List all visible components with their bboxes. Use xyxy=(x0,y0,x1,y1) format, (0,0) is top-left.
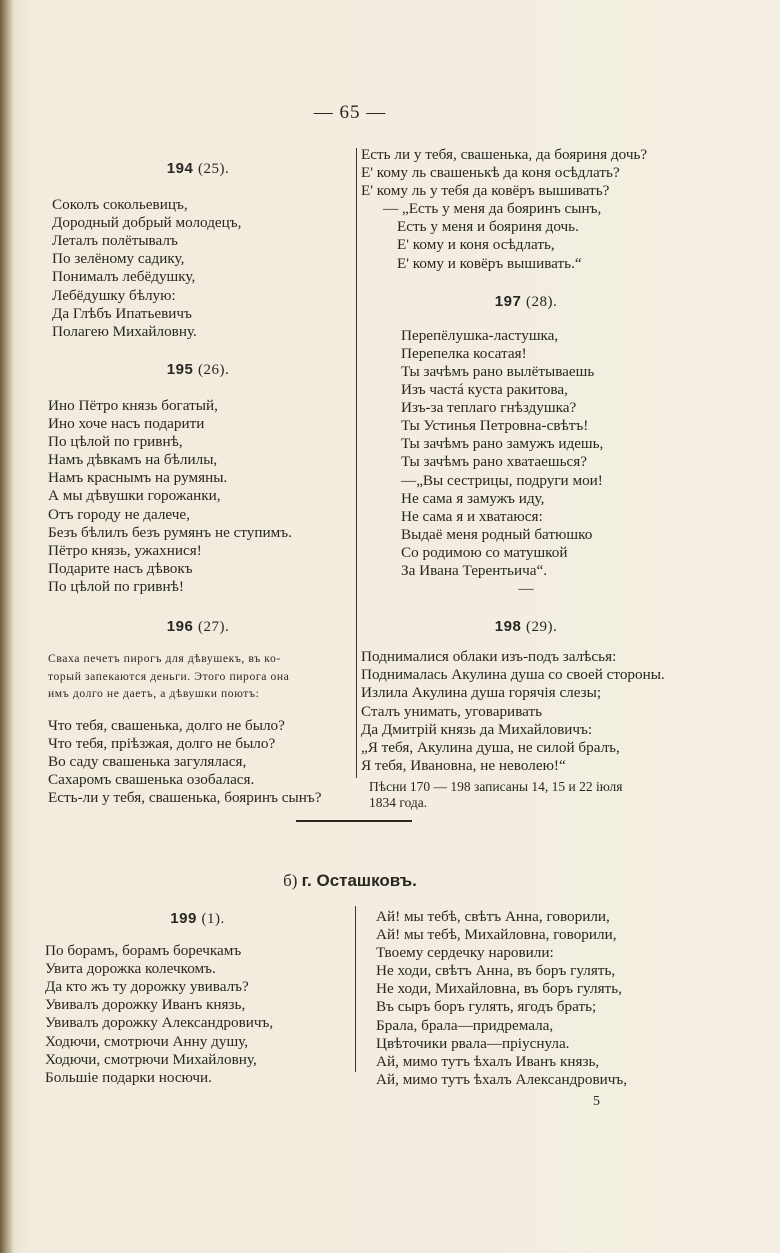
poem-line: Безъ бѣлилъ безъ румянъ не ступимъ. xyxy=(48,523,292,541)
poem-line: Изъ-за теплаго гнѣздушка? xyxy=(401,399,577,417)
poem-line: А мы дѣвушки горожанки, xyxy=(48,487,221,505)
poem-line: „Я тебя, Акулина душа, не силой бралъ, xyxy=(361,738,620,756)
right-column-top xyxy=(361,146,691,811)
poem-line: Я тебя, Ивановна, не неволею!“ xyxy=(361,756,566,774)
poem-number-197: 197 (28). xyxy=(494,292,558,310)
poem-line: Леталъ полётывалъ xyxy=(52,232,178,250)
poem-196-intro xyxy=(48,650,348,703)
poem-line: Ай! мы тебѣ, свѣтъ Анна, говорили, xyxy=(376,908,610,925)
left-column-top xyxy=(48,160,348,807)
poem-line: Поднималися облаки изъ-подъ залѣсья: xyxy=(361,648,617,666)
poem-line: Ты зачѣмъ рано вылётываешь xyxy=(401,362,595,380)
poem-line: Да Дмитрій князь да Михайловичъ: xyxy=(361,720,593,738)
poem-line: —„Вы сестрицы, подруги мои! xyxy=(401,471,603,489)
poem-line: Увивалъ дорожку Иванъ князь, xyxy=(45,996,246,1014)
recording-note xyxy=(361,779,691,811)
section-letter: б) xyxy=(283,871,298,890)
intro-line: Сваха печетъ пирогъ для дѣвушекъ, въ ко- xyxy=(48,652,281,666)
poem-line: Полагею Михайловну. xyxy=(52,322,197,340)
poem-line: Есть-ли у тебя, свашенька, бояринъ сынъ? xyxy=(48,788,322,806)
note-line: Пѣсни 170 — 198 записаны 14, 15 и 22 іюля xyxy=(369,778,623,794)
poem-line: Ты зачѣмъ рано хватаешься? xyxy=(401,453,587,471)
poem-line: Брала, брала—придремала, xyxy=(376,1016,554,1034)
poem-line: Во саду свашенька загулялася, xyxy=(48,752,247,770)
poem-line: Выдаё меня родный батюшко xyxy=(401,525,593,543)
poem-line: По зелёному садику, xyxy=(52,250,185,268)
poem-line: Что тебя, свашенька, долго не было? xyxy=(48,716,285,734)
poem-line: Лебёдушку бѣлую: xyxy=(52,286,176,304)
section-rule xyxy=(296,820,412,822)
poem-line: Ты Устинья Петровна-свѣтъ! xyxy=(401,417,589,435)
poem-196-continuation xyxy=(361,146,691,273)
poem-line: Ино Пётро князь богатый, xyxy=(48,396,218,414)
poem-line: Сахаромъ свашенька озобалася. xyxy=(48,770,255,788)
poem-line: Не ходи, свѣтъ Анна, въ боръ гулять, xyxy=(376,962,616,980)
poem-number-196: 196 (27). xyxy=(166,617,230,635)
poem-line: По борамъ, борамъ боречкамъ xyxy=(45,942,242,960)
poem-line: Большіе подарки носючи. xyxy=(45,1068,212,1086)
poem-196-lines xyxy=(48,717,348,807)
left-column-bottom xyxy=(45,910,350,1087)
poem-line: Сталъ унимать, уговаривать xyxy=(361,702,543,720)
poem-line: Увита дорожка колечкомъ. xyxy=(45,960,216,978)
poem-line: По цѣлой по гривнѣ, xyxy=(48,433,183,451)
poem-line: Перепелка косатая! xyxy=(401,344,527,362)
poem-line: За Ивана Терентьича“. xyxy=(401,561,548,579)
poem-line: Понималъ лебёдушку, xyxy=(52,268,196,286)
poem-line: Ай, мимо тутъ ѣхалъ Александровичъ, xyxy=(376,1070,628,1088)
poem-number-198: 198 (29). xyxy=(494,618,558,636)
poem-line: Не сама я и хватаюся: xyxy=(401,507,543,525)
poem-number-195: 195 (26). xyxy=(166,360,230,378)
poem-line: — „Есть у меня да бояринъ сынъ, xyxy=(383,200,602,218)
poem-194-lines xyxy=(52,196,348,341)
poem-number-199: 199 (1). xyxy=(170,910,225,927)
poem-line: Ходючи, смотрючи Михайловну, xyxy=(45,1050,257,1068)
poem-198-lines xyxy=(361,648,691,775)
poem-line: Подарите насъ дѣвокъ xyxy=(48,559,193,577)
column-divider xyxy=(356,148,357,778)
poem-195-lines xyxy=(48,397,348,596)
note-line: 1834 года. xyxy=(369,794,428,810)
right-column-bottom xyxy=(376,908,696,1111)
poem-line: По цѣлой по гривнѣ! xyxy=(48,577,184,595)
poem-line: Не сама я замужъ иду, xyxy=(401,489,545,507)
poem-line: Ты зачѣмъ рано замужъ идешь, xyxy=(401,435,604,453)
poem-line: Изъ частá куста ракитова, xyxy=(401,381,568,399)
poem-line: Намъ краснымъ на румяны. xyxy=(48,469,228,487)
poem-line: Дородный добрый молодецъ, xyxy=(52,214,242,232)
page-number: — 65 — xyxy=(313,102,387,123)
separator-dash: — xyxy=(518,580,534,598)
poem-line: Е' кому и коня осѣдлать, xyxy=(397,236,555,254)
poem-line: Увивалъ дорожку Александровичъ, xyxy=(45,1014,274,1032)
section-heading xyxy=(0,871,700,891)
intro-line: имъ долго не даетъ, а дѣвушки поютъ: xyxy=(48,687,260,701)
poem-number-194: 194 (25). xyxy=(166,160,230,177)
poem-line: Да Глѣбъ Ипатьевичъ xyxy=(52,304,192,322)
poem-line: Есть ли у тебя, свашенька, да бояриня дочь? xyxy=(361,146,648,163)
poem-line: Е' кому ль свашенькѣ да коня осѣдлать? xyxy=(361,164,620,182)
poem-line: Въ сыръ боръ гулять, ягодъ брать; xyxy=(376,998,597,1016)
poem-line: Ай! мы тебѣ, Михайловна, говорили, xyxy=(376,926,617,944)
poem-line: Цвѣточики рвала—пріуснула. xyxy=(376,1034,570,1052)
poem-line: Соколъ сокольевицъ, xyxy=(52,196,188,214)
poem-line: Да кто жъ ту дорожку увивалъ? xyxy=(45,978,249,996)
poem-line: Что тебя, пріѣзжая, долго не было? xyxy=(48,734,276,752)
poem-line: Намъ дѣвкамъ на бѣлилы, xyxy=(48,451,218,469)
poem-199-continuation xyxy=(376,908,696,1089)
poem-line: Ходючи, смотрючи Анну душу, xyxy=(45,1032,249,1050)
poem-line: Перепёлушка-ластушка, xyxy=(401,326,559,344)
poem-line: Отъ городу не далече, xyxy=(48,505,190,523)
section-city: г. Осташковъ. xyxy=(301,871,417,890)
poem-197-lines xyxy=(401,327,691,580)
poem-line: Пётро князь, ужахнися! xyxy=(48,541,202,559)
poem-line: Ино хоче насъ подарити xyxy=(48,415,205,433)
poem-line: Ай, мимо тутъ ѣхалъ Иванъ князь, xyxy=(376,1052,600,1070)
poem-line: Есть у меня и бояриня дочь. xyxy=(397,218,579,236)
poem-line: Излила Акулина душа горячія слезы; xyxy=(361,684,602,702)
intro-line: торый запекаются деньги. Этого пирога она xyxy=(48,669,290,683)
column-divider xyxy=(355,906,356,1072)
signature-mark: 5 xyxy=(593,1093,600,1109)
poem-line: Поднималась Акулина душа со своей стороны. xyxy=(361,666,665,684)
poem-line: Со родимою со матушкой xyxy=(401,543,568,561)
poem-line: Е' кому и ковёръ вышивать.“ xyxy=(397,254,582,272)
poem-line: Твоему сердечку наровили: xyxy=(376,944,554,962)
poem-199-lines xyxy=(45,942,350,1087)
poem-line: Е' кому ль у тебя да ковёръ вышивать? xyxy=(361,182,610,200)
poem-line: Не ходи, Михайловна, въ боръ гулять, xyxy=(376,980,622,998)
